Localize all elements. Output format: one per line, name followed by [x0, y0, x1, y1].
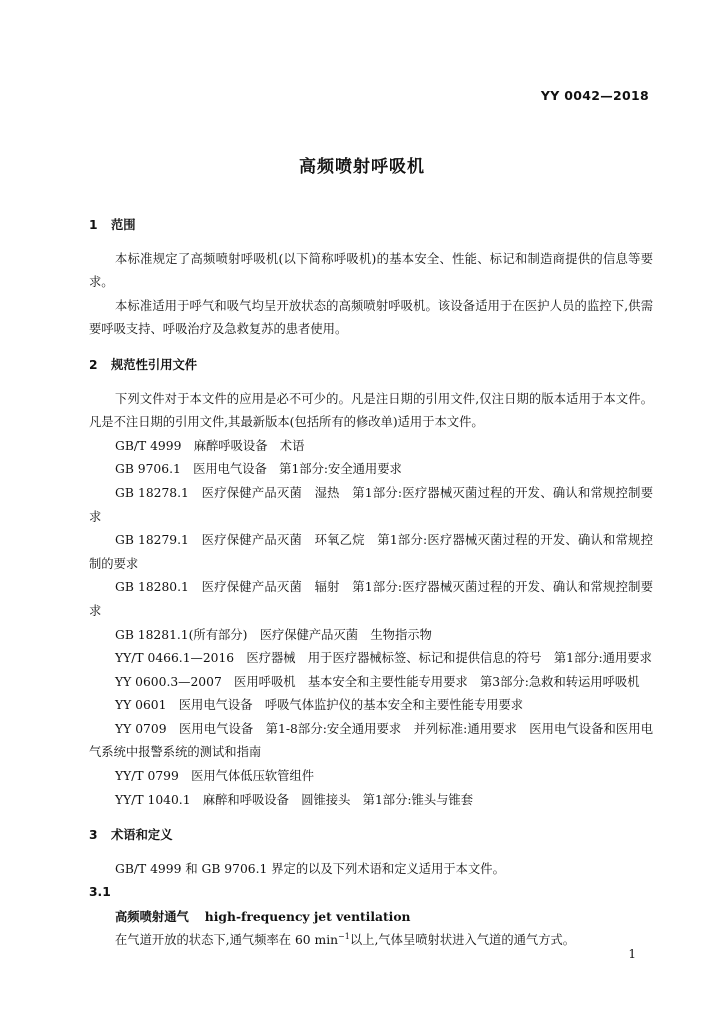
section-heading-1: [89, 214, 653, 238]
paragraph: 下列文件对于本文件的应用是必不可少的。凡是注日期的引用文件,仅注日期的版本适用于本文件。凡是不注日期的引用文件,其最新版本(包括所有的修改单)适用于本文件。: [89, 391, 653, 430]
paragraph: 本标准规定了高频喷射呼吸机(以下简称呼吸机)的基本安全、性能、标记和制造商提供的信息等要求。: [89, 251, 653, 290]
page-number: 1: [628, 947, 636, 961]
reference-item: GB 18279.1 医疗保健产品灭菌 环氧乙烷 第1部分:医疗器械灭菌过程的开发、确认和常规控制的要求: [89, 533, 653, 571]
term-number: 3.1: [89, 885, 111, 900]
section-title: 术语和定义: [111, 828, 173, 843]
term-entry: [89, 905, 653, 929]
reference-item: YY 0601 医用电气设备 呼吸气体监护仪的基本安全和主要性能专用要求: [115, 698, 524, 713]
standard-number: YY 0042—2018: [540, 88, 649, 103]
section-title: 规范性引用文件: [111, 357, 198, 372]
document-body: [89, 214, 653, 952]
definition-text: 以上,气体呈喷射状进入气道的通气方式。: [349, 932, 576, 947]
section-number: 2: [89, 357, 98, 372]
term-english: high-frequency jet ventilation: [204, 909, 411, 925]
reference-item: GB/T 4999 麻醉呼吸设备 术语: [115, 438, 305, 453]
term-chinese: 高频喷射通气: [115, 909, 189, 925]
definition-text: 在气道开放的状态下,通气频率在 60 min: [115, 932, 339, 947]
section-heading-2: [89, 354, 653, 378]
reference-item: YY 0600.3—2007 医用呼吸机 基本安全和主要性能专用要求 第3部分:急救和转运用呼吸机: [115, 674, 640, 689]
paragraph: GB/T 4999 和 GB 9706.1 界定的以及下列术语和定义适用于本文件。: [115, 861, 505, 876]
section-heading-3: [89, 824, 653, 848]
paragraph: 本标准适用于呼气和吸气均呈开放状态的高频喷射呼吸机。该设备适用于在医护人员的监控下,供需要呼吸支持、呼吸治疗及急救复苏的患者使用。: [89, 298, 653, 337]
reference-item: GB 18280.1 医疗保健产品灭菌 辐射 第1部分:医疗器械灭菌过程的开发、确认和常规控制要求: [89, 580, 653, 618]
reference-item: GB 18278.1 医疗保健产品灭菌 湿热 第1部分:医疗器械灭菌过程的开发、确认和常规控制要求: [89, 485, 653, 524]
reference-item: YY/T 1040.1 麻醉和呼吸设备 圆锥接头 第1部分:锥头与锥套: [115, 792, 474, 807]
section-number: 1: [89, 218, 98, 232]
reference-item: GB 9706.1 医用电气设备 第1部分:安全通用要求: [115, 462, 402, 477]
reference-item: YY 0709 医用电气设备 第1-8部分:安全通用要求 并列标准:通用要求 医用电气设备和医用电气系统中报警系统的测试和指南: [89, 721, 653, 760]
section-number: 3: [89, 828, 98, 843]
term-definition: [89, 929, 653, 953]
page-title: 高频喷射呼吸机: [299, 157, 425, 177]
reference-item: YY/T 0799 医用气体低压软管组件: [115, 769, 315, 784]
section-title: 范围: [111, 218, 136, 232]
reference-item: GB 18281.1(所有部分) 医疗保健产品灭菌 生物指示物: [115, 627, 432, 642]
exponent: −1: [338, 931, 350, 941]
reference-item: YY/T 0466.1—2016 医疗器械 用于医疗器械标签、标记和提供信息的符号 第1部分:通用要求: [115, 651, 652, 666]
